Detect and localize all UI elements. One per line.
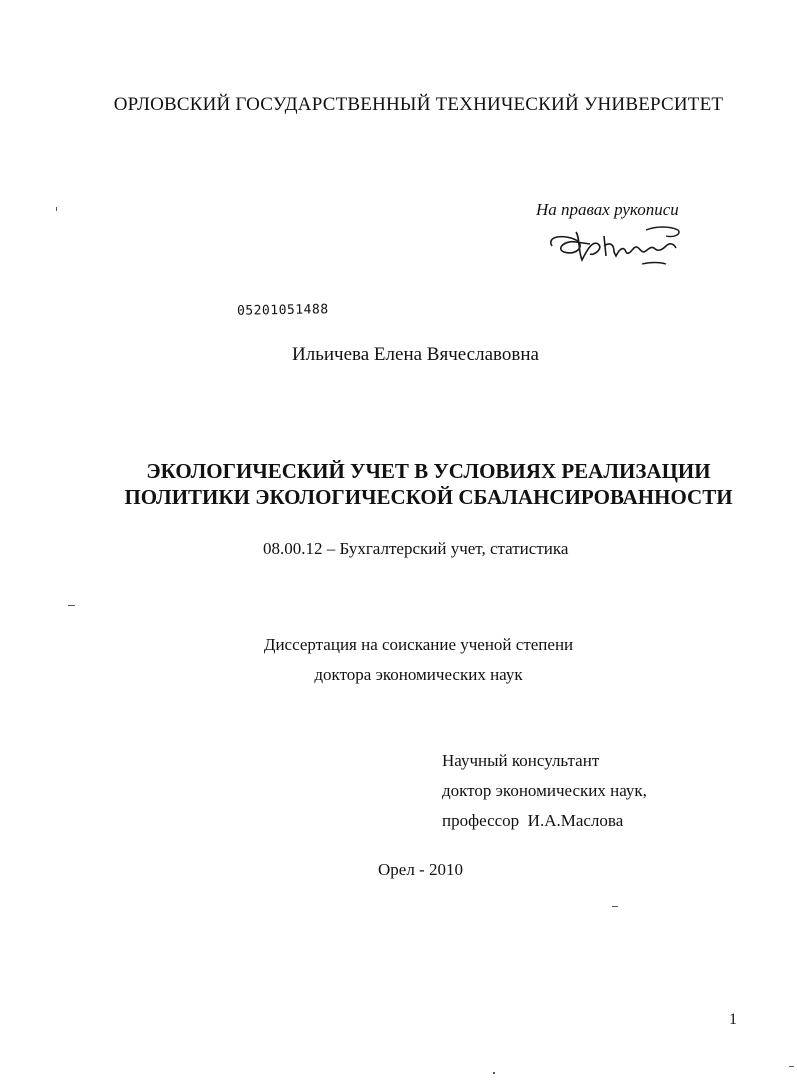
scan-speck [68, 605, 75, 606]
specialty-code: 08.00.12 – Бухгалтерский учет, статистика [263, 539, 569, 558]
dissertation-title [30, 458, 797, 510]
university-name: ОРЛОВСКИЙ ГОСУДАРСТВЕННЫЙ ТЕХНИЧЕСКИЙ УНИВЕРСИТЕТ [113, 94, 724, 115]
author-name: Ильичева Елена Вячеславовна [292, 344, 539, 365]
advisor-line-1: Научный консультант [442, 751, 600, 770]
scan-speck [493, 1072, 495, 1074]
degree-line-1: Диссертация на соискание ученой степени [263, 635, 574, 654]
degree-statement [20, 630, 797, 690]
advisor-line-3: профессор И.А.Маслова [442, 811, 624, 830]
city-year: Орел - 2010 [378, 860, 463, 879]
degree-line-2: доктора экономических наук [314, 665, 523, 684]
advisor-line-2: доктор экономических наук, [442, 781, 647, 800]
title-line-1: ЭКОЛОГИЧЕСКИЙ УЧЕТ В УСЛОВИЯХ РЕАЛИЗАЦИИ [146, 459, 711, 483]
title-line-2: ПОЛИТИКИ ЭКОЛОГИЧЕСКОЙ СБАЛАНСИРОВАННОСТИ [124, 485, 733, 509]
handwritten-signature [546, 222, 696, 272]
page-number: 1 [729, 1011, 737, 1028]
stamp-code: 05201051488 [236, 302, 329, 319]
manuscript-note: На правах рукописи [536, 200, 679, 219]
scientific-advisor [442, 746, 647, 836]
scan-speck [789, 1066, 794, 1067]
scan-speck [56, 207, 57, 211]
scan-speck [612, 906, 618, 907]
